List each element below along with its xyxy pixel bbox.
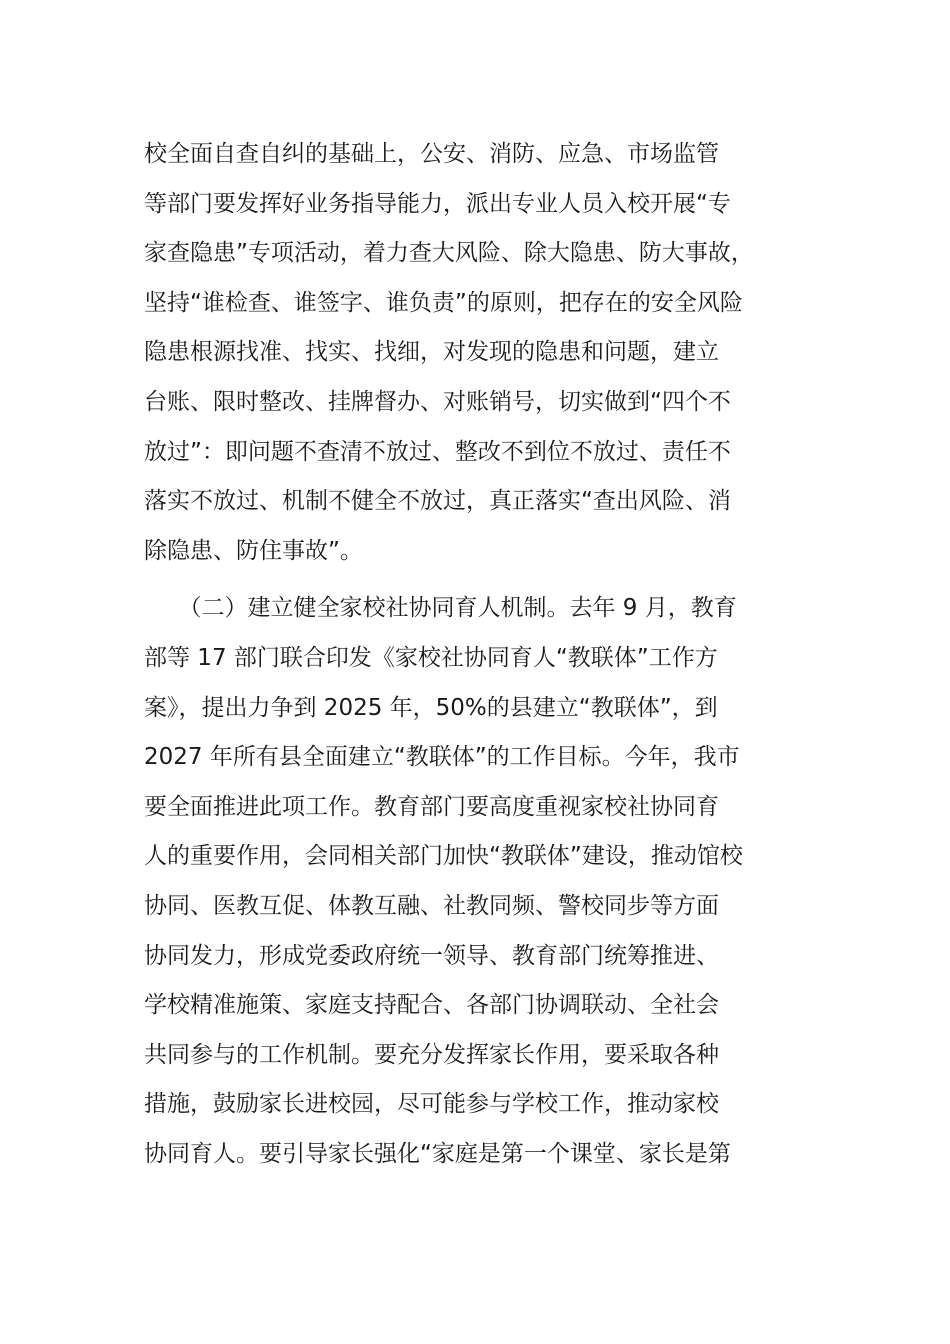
text-line: 协同、医教互促、体教互融、社教同频、警校同步等方面 [144,892,719,919]
text-line: 放过”：即问题不查清不放过、整改不到位不放过、责任不 [144,438,731,465]
text-line: 学校精准施策、家庭支持配合、各部门协调联动、全社会 [144,992,719,1019]
text-line: 台账、限时整改、挂牌督办、对账销号，切实做到“四个不 [144,388,731,415]
text-line: 人的重要作用，会同相关部门加快“教联体”建设，推动馆校 [144,843,743,870]
text-line: 落实不放过、机制不健全不放过，真正落实“查出风险、消 [144,488,731,515]
text-line: 部等 17 部门联合印发《家校社协同育人“教联体”工作方 [144,644,718,671]
text-line: 要全面推进此项工作。教育部门要高度重视家校社协同育 [144,793,719,820]
text-line: 隐患根源找准、找实、找细，对发现的隐患和问题，建立 [144,339,719,366]
text-line: 除隐患、防住事故”。 [144,537,363,564]
text-line: 协同发力，形成党委政府统一领导、教育部门统筹推进、 [144,942,719,969]
text-line: 案》，提出力争到 2025 年，50%的县建立“教联体”，到 [144,694,718,721]
text-line: 共同参与的工作机制。要充分发挥家长作用，要采取各种 [144,1041,719,1068]
text-line: 措施，鼓励家长进校园，尽可能参与学校工作，推动家校 [144,1091,719,1118]
text-line: 坚持“谁检查、谁签字、谁负责”的原则，把存在的安全风险 [144,289,743,316]
text-line: 等部门要发挥好业务指导能力，派出专业人员入校开展“专 [144,190,731,217]
text-line: 2027 年所有县全面建立“教联体”的工作目标。今年，我市 [144,744,740,771]
text-line: 校全面自查自纠的基础上，公安、消防、应急、市场监管 [144,141,719,167]
section-heading-line: （二）建立健全家校社协同育人机制。去年 9 月，教育 [144,595,737,622]
text-line: 家查隐患”专项活动，着力查大风险、除大隐患、防大事故， [144,240,754,267]
body-text [144,130,824,1179]
text-line: 协同育人。要引导家长强化“家庭是第一个课堂、家长是第 [144,1140,731,1167]
